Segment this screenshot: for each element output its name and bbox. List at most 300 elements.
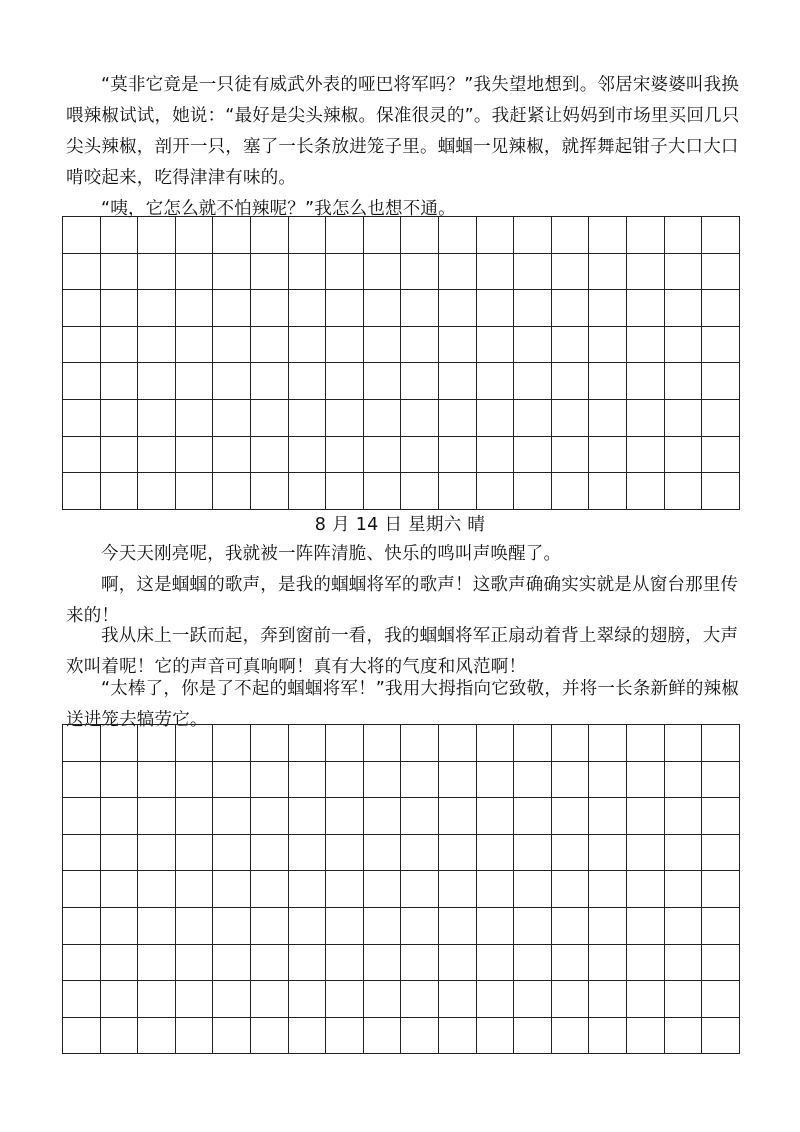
grid-cell[interactable] xyxy=(438,981,476,1018)
grid-cell[interactable] xyxy=(175,725,213,762)
grid-cell[interactable] xyxy=(476,399,514,436)
grid-cell[interactable] xyxy=(702,399,740,436)
grid-cell[interactable] xyxy=(363,436,401,473)
grid-cell[interactable] xyxy=(138,761,176,798)
grid-cell[interactable] xyxy=(589,761,627,798)
grid-cell[interactable] xyxy=(138,363,176,400)
grid-cell[interactable] xyxy=(288,907,326,944)
grid-cell[interactable] xyxy=(476,725,514,762)
grid-cell[interactable] xyxy=(401,798,439,835)
grid-cell[interactable] xyxy=(250,834,288,871)
grid-cell[interactable] xyxy=(288,217,326,254)
grid-cell[interactable] xyxy=(100,981,138,1018)
grid-cell[interactable] xyxy=(438,871,476,908)
grid-cell[interactable] xyxy=(401,761,439,798)
grid-cell[interactable] xyxy=(476,871,514,908)
grid-cell[interactable] xyxy=(100,399,138,436)
grid-cell[interactable] xyxy=(401,399,439,436)
grid-cell[interactable] xyxy=(363,217,401,254)
grid-cell[interactable] xyxy=(664,326,702,363)
grid-cell[interactable] xyxy=(63,436,101,473)
grid-cell[interactable] xyxy=(213,871,251,908)
grid-cell[interactable] xyxy=(288,1017,326,1054)
grid-cell[interactable] xyxy=(702,798,740,835)
grid-cell[interactable] xyxy=(702,907,740,944)
grid-cell[interactable] xyxy=(401,1017,439,1054)
grid-cell[interactable] xyxy=(476,981,514,1018)
grid-cell[interactable] xyxy=(175,436,213,473)
grid-cell[interactable] xyxy=(551,871,589,908)
grid-cell[interactable] xyxy=(138,871,176,908)
grid-cell[interactable] xyxy=(363,363,401,400)
grid-cell[interactable] xyxy=(551,253,589,290)
grid-cell[interactable] xyxy=(476,944,514,981)
grid-cell[interactable] xyxy=(401,725,439,762)
grid-cell[interactable] xyxy=(326,798,364,835)
grid-cell[interactable] xyxy=(476,436,514,473)
grid-cell[interactable] xyxy=(589,326,627,363)
grid-cell[interactable] xyxy=(664,363,702,400)
grid-cell[interactable] xyxy=(138,944,176,981)
grid-cell[interactable] xyxy=(213,981,251,1018)
grid-cell[interactable] xyxy=(63,326,101,363)
grid-cell[interactable] xyxy=(363,290,401,327)
grid-cell[interactable] xyxy=(63,761,101,798)
grid-cell[interactable] xyxy=(100,326,138,363)
grid-cell[interactable] xyxy=(514,363,552,400)
grid-cell[interactable] xyxy=(589,981,627,1018)
grid-cell[interactable] xyxy=(326,253,364,290)
grid-cell[interactable] xyxy=(702,1017,740,1054)
grid-cell[interactable] xyxy=(288,473,326,510)
grid-cell[interactable] xyxy=(476,907,514,944)
grid-cell[interactable] xyxy=(138,290,176,327)
grid-cell[interactable] xyxy=(438,944,476,981)
grid-cell[interactable] xyxy=(250,217,288,254)
grid-cell[interactable] xyxy=(551,725,589,762)
grid-cell[interactable] xyxy=(626,473,664,510)
grid-cell[interactable] xyxy=(589,363,627,400)
grid-cell[interactable] xyxy=(363,399,401,436)
grid-cell[interactable] xyxy=(514,473,552,510)
grid-cell[interactable] xyxy=(401,217,439,254)
grid-cell[interactable] xyxy=(100,725,138,762)
grid-cell[interactable] xyxy=(288,290,326,327)
grid-cell[interactable] xyxy=(175,1017,213,1054)
grid-cell[interactable] xyxy=(288,871,326,908)
grid-cell[interactable] xyxy=(213,253,251,290)
grid-cell[interactable] xyxy=(175,798,213,835)
grid-cell[interactable] xyxy=(138,436,176,473)
grid-cell[interactable] xyxy=(250,363,288,400)
grid-cell[interactable] xyxy=(175,399,213,436)
grid-cell[interactable] xyxy=(250,981,288,1018)
grid-cell[interactable] xyxy=(514,871,552,908)
grid-cell[interactable] xyxy=(363,253,401,290)
grid-cell[interactable] xyxy=(664,725,702,762)
grid-cell[interactable] xyxy=(626,761,664,798)
grid-cell[interactable] xyxy=(626,981,664,1018)
grid-cell[interactable] xyxy=(326,290,364,327)
grid-cell[interactable] xyxy=(175,871,213,908)
grid-cell[interactable] xyxy=(438,399,476,436)
grid-cell[interactable] xyxy=(551,834,589,871)
grid-cell[interactable] xyxy=(213,761,251,798)
grid-cell[interactable] xyxy=(250,798,288,835)
grid-cell[interactable] xyxy=(138,473,176,510)
grid-cell[interactable] xyxy=(438,907,476,944)
grid-cell[interactable] xyxy=(514,326,552,363)
grid-cell[interactable] xyxy=(664,253,702,290)
grid-cell[interactable] xyxy=(438,761,476,798)
grid-cell[interactable] xyxy=(213,436,251,473)
grid-cell[interactable] xyxy=(551,798,589,835)
grid-cell[interactable] xyxy=(288,326,326,363)
grid-cell[interactable] xyxy=(589,1017,627,1054)
grid-cell[interactable] xyxy=(363,981,401,1018)
grid-cell[interactable] xyxy=(363,798,401,835)
grid-cell[interactable] xyxy=(514,834,552,871)
grid-cell[interactable] xyxy=(476,798,514,835)
grid-cell[interactable] xyxy=(250,473,288,510)
grid-cell[interactable] xyxy=(626,834,664,871)
grid-cell[interactable] xyxy=(175,217,213,254)
grid-cell[interactable] xyxy=(100,834,138,871)
grid-cell[interactable] xyxy=(476,326,514,363)
grid-cell[interactable] xyxy=(626,798,664,835)
grid-cell[interactable] xyxy=(175,290,213,327)
grid-cell[interactable] xyxy=(514,436,552,473)
grid-cell[interactable] xyxy=(401,326,439,363)
grid-cell[interactable] xyxy=(626,253,664,290)
grid-cell[interactable] xyxy=(250,871,288,908)
grid-cell[interactable] xyxy=(63,253,101,290)
grid-cell[interactable] xyxy=(551,907,589,944)
grid-cell[interactable] xyxy=(138,725,176,762)
grid-cell[interactable] xyxy=(476,290,514,327)
grid-cell[interactable] xyxy=(63,1017,101,1054)
grid-cell[interactable] xyxy=(250,944,288,981)
grid-cell[interactable] xyxy=(551,436,589,473)
grid-cell[interactable] xyxy=(288,798,326,835)
grid-cell[interactable] xyxy=(250,436,288,473)
grid-cell[interactable] xyxy=(288,725,326,762)
grid-cell[interactable] xyxy=(438,363,476,400)
grid-cell[interactable] xyxy=(664,290,702,327)
grid-cell[interactable] xyxy=(476,1017,514,1054)
grid-cell[interactable] xyxy=(213,290,251,327)
grid-cell[interactable] xyxy=(664,761,702,798)
grid-cell[interactable] xyxy=(702,253,740,290)
grid-cell[interactable] xyxy=(438,725,476,762)
grid-cell[interactable] xyxy=(476,761,514,798)
grid-cell[interactable] xyxy=(702,290,740,327)
grid-cell[interactable] xyxy=(63,399,101,436)
grid-cell[interactable] xyxy=(213,725,251,762)
grid-cell[interactable] xyxy=(288,253,326,290)
grid-cell[interactable] xyxy=(702,473,740,510)
grid-cell[interactable] xyxy=(326,1017,364,1054)
grid-cell[interactable] xyxy=(702,871,740,908)
grid-cell[interactable] xyxy=(175,473,213,510)
grid-cell[interactable] xyxy=(401,290,439,327)
grid-cell[interactable] xyxy=(175,834,213,871)
grid-cell[interactable] xyxy=(626,436,664,473)
grid-cell[interactable] xyxy=(100,290,138,327)
grid-cell[interactable] xyxy=(664,217,702,254)
grid-cell[interactable] xyxy=(63,473,101,510)
grid-cell[interactable] xyxy=(438,834,476,871)
grid-cell[interactable] xyxy=(476,473,514,510)
grid-cell[interactable] xyxy=(702,326,740,363)
grid-cell[interactable] xyxy=(138,399,176,436)
grid-cell[interactable] xyxy=(250,326,288,363)
grid-cell[interactable] xyxy=(175,761,213,798)
grid-cell[interactable] xyxy=(401,944,439,981)
grid-cell[interactable] xyxy=(63,798,101,835)
grid-cell[interactable] xyxy=(326,399,364,436)
grid-cell[interactable] xyxy=(589,798,627,835)
grid-cell[interactable] xyxy=(100,907,138,944)
grid-cell[interactable] xyxy=(288,436,326,473)
grid-cell[interactable] xyxy=(63,871,101,908)
grid-cell[interactable] xyxy=(250,725,288,762)
grid-cell[interactable] xyxy=(401,473,439,510)
grid-cell[interactable] xyxy=(664,798,702,835)
grid-cell[interactable] xyxy=(514,1017,552,1054)
grid-cell[interactable] xyxy=(213,326,251,363)
grid-cell[interactable] xyxy=(551,1017,589,1054)
grid-cell[interactable] xyxy=(438,290,476,327)
grid-cell[interactable] xyxy=(288,761,326,798)
grid-cell[interactable] xyxy=(326,871,364,908)
grid-cell[interactable] xyxy=(213,399,251,436)
grid-cell[interactable] xyxy=(589,290,627,327)
grid-cell[interactable] xyxy=(626,871,664,908)
grid-cell[interactable] xyxy=(664,871,702,908)
writing-grid-2[interactable] xyxy=(62,724,740,1054)
grid-cell[interactable] xyxy=(213,1017,251,1054)
grid-cell[interactable] xyxy=(326,907,364,944)
grid-cell[interactable] xyxy=(63,834,101,871)
grid-cell[interactable] xyxy=(551,326,589,363)
grid-cell[interactable] xyxy=(250,907,288,944)
grid-cell[interactable] xyxy=(288,981,326,1018)
grid-cell[interactable] xyxy=(589,253,627,290)
grid-cell[interactable] xyxy=(175,907,213,944)
grid-cell[interactable] xyxy=(100,253,138,290)
grid-cell[interactable] xyxy=(589,834,627,871)
grid-cell[interactable] xyxy=(438,436,476,473)
grid-cell[interactable] xyxy=(551,399,589,436)
grid-cell[interactable] xyxy=(363,834,401,871)
grid-cell[interactable] xyxy=(326,473,364,510)
grid-cell[interactable] xyxy=(626,290,664,327)
grid-cell[interactable] xyxy=(175,326,213,363)
grid-cell[interactable] xyxy=(175,253,213,290)
grid-cell[interactable] xyxy=(702,436,740,473)
grid-cell[interactable] xyxy=(514,798,552,835)
grid-cell[interactable] xyxy=(100,436,138,473)
grid-cell[interactable] xyxy=(213,363,251,400)
grid-cell[interactable] xyxy=(326,981,364,1018)
grid-cell[interactable] xyxy=(63,217,101,254)
grid-cell[interactable] xyxy=(250,1017,288,1054)
grid-cell[interactable] xyxy=(326,761,364,798)
grid-cell[interactable] xyxy=(401,253,439,290)
grid-cell[interactable] xyxy=(551,473,589,510)
grid-cell[interactable] xyxy=(551,761,589,798)
grid-cell[interactable] xyxy=(514,944,552,981)
grid-cell[interactable] xyxy=(138,798,176,835)
grid-cell[interactable] xyxy=(626,725,664,762)
grid-cell[interactable] xyxy=(100,871,138,908)
grid-cell[interactable] xyxy=(702,761,740,798)
grid-cell[interactable] xyxy=(100,473,138,510)
grid-cell[interactable] xyxy=(589,871,627,908)
grid-cell[interactable] xyxy=(363,871,401,908)
grid-cell[interactable] xyxy=(401,436,439,473)
grid-cell[interactable] xyxy=(250,761,288,798)
grid-cell[interactable] xyxy=(138,217,176,254)
grid-cell[interactable] xyxy=(438,326,476,363)
grid-cell[interactable] xyxy=(363,1017,401,1054)
grid-cell[interactable] xyxy=(138,253,176,290)
grid-cell[interactable] xyxy=(363,944,401,981)
grid-cell[interactable] xyxy=(514,907,552,944)
grid-cell[interactable] xyxy=(626,399,664,436)
grid-cell[interactable] xyxy=(589,399,627,436)
grid-cell[interactable] xyxy=(100,944,138,981)
grid-cell[interactable] xyxy=(702,217,740,254)
grid-cell[interactable] xyxy=(702,363,740,400)
grid-cell[interactable] xyxy=(438,1017,476,1054)
grid-cell[interactable] xyxy=(514,290,552,327)
grid-cell[interactable] xyxy=(63,363,101,400)
grid-cell[interactable] xyxy=(664,834,702,871)
grid-cell[interactable] xyxy=(363,761,401,798)
grid-cell[interactable] xyxy=(476,217,514,254)
grid-cell[interactable] xyxy=(626,907,664,944)
grid-cell[interactable] xyxy=(401,834,439,871)
grid-cell[interactable] xyxy=(138,907,176,944)
grid-cell[interactable] xyxy=(476,363,514,400)
grid-cell[interactable] xyxy=(250,399,288,436)
grid-cell[interactable] xyxy=(438,473,476,510)
grid-cell[interactable] xyxy=(702,944,740,981)
grid-cell[interactable] xyxy=(63,944,101,981)
grid-cell[interactable] xyxy=(288,944,326,981)
grid-cell[interactable] xyxy=(401,363,439,400)
grid-cell[interactable] xyxy=(664,907,702,944)
grid-cell[interactable] xyxy=(589,944,627,981)
grid-cell[interactable] xyxy=(138,834,176,871)
grid-cell[interactable] xyxy=(401,907,439,944)
grid-cell[interactable] xyxy=(175,981,213,1018)
grid-cell[interactable] xyxy=(326,363,364,400)
grid-cell[interactable] xyxy=(100,217,138,254)
grid-cell[interactable] xyxy=(664,981,702,1018)
grid-cell[interactable] xyxy=(326,725,364,762)
grid-cell[interactable] xyxy=(589,436,627,473)
grid-cell[interactable] xyxy=(138,1017,176,1054)
grid-cell[interactable] xyxy=(100,761,138,798)
grid-cell[interactable] xyxy=(401,981,439,1018)
grid-cell[interactable] xyxy=(326,834,364,871)
grid-cell[interactable] xyxy=(250,253,288,290)
grid-cell[interactable] xyxy=(326,217,364,254)
grid-cell[interactable] xyxy=(213,217,251,254)
grid-cell[interactable] xyxy=(589,473,627,510)
grid-cell[interactable] xyxy=(664,436,702,473)
grid-cell[interactable] xyxy=(213,798,251,835)
grid-cell[interactable] xyxy=(626,944,664,981)
grid-cell[interactable] xyxy=(664,1017,702,1054)
grid-cell[interactable] xyxy=(551,981,589,1018)
grid-cell[interactable] xyxy=(551,363,589,400)
grid-cell[interactable] xyxy=(100,363,138,400)
grid-cell[interactable] xyxy=(702,981,740,1018)
grid-cell[interactable] xyxy=(514,399,552,436)
grid-cell[interactable] xyxy=(664,399,702,436)
grid-cell[interactable] xyxy=(175,363,213,400)
grid-cell[interactable] xyxy=(63,907,101,944)
grid-cell[interactable] xyxy=(326,436,364,473)
grid-cell[interactable] xyxy=(401,871,439,908)
grid-cell[interactable] xyxy=(438,217,476,254)
grid-cell[interactable] xyxy=(326,944,364,981)
grid-cell[interactable] xyxy=(363,473,401,510)
grid-cell[interactable] xyxy=(288,399,326,436)
grid-cell[interactable] xyxy=(213,907,251,944)
grid-cell[interactable] xyxy=(138,981,176,1018)
grid-cell[interactable] xyxy=(514,981,552,1018)
grid-cell[interactable] xyxy=(551,944,589,981)
grid-cell[interactable] xyxy=(514,725,552,762)
grid-cell[interactable] xyxy=(551,217,589,254)
grid-cell[interactable] xyxy=(626,217,664,254)
grid-cell[interactable] xyxy=(589,725,627,762)
grid-cell[interactable] xyxy=(626,326,664,363)
grid-cell[interactable] xyxy=(213,473,251,510)
grid-cell[interactable] xyxy=(175,944,213,981)
grid-cell[interactable] xyxy=(213,944,251,981)
grid-cell[interactable] xyxy=(702,834,740,871)
grid-cell[interactable] xyxy=(250,290,288,327)
grid-cell[interactable] xyxy=(589,217,627,254)
grid-cell[interactable] xyxy=(514,761,552,798)
grid-cell[interactable] xyxy=(138,326,176,363)
grid-cell[interactable] xyxy=(438,253,476,290)
grid-cell[interactable] xyxy=(589,907,627,944)
grid-cell[interactable] xyxy=(363,725,401,762)
grid-cell[interactable] xyxy=(213,834,251,871)
grid-cell[interactable] xyxy=(326,326,364,363)
grid-cell[interactable] xyxy=(626,1017,664,1054)
grid-cell[interactable] xyxy=(476,253,514,290)
grid-cell[interactable] xyxy=(514,253,552,290)
grid-cell[interactable] xyxy=(514,217,552,254)
grid-cell[interactable] xyxy=(63,725,101,762)
grid-cell[interactable] xyxy=(363,326,401,363)
grid-cell[interactable] xyxy=(363,907,401,944)
grid-cell[interactable] xyxy=(100,798,138,835)
grid-cell[interactable] xyxy=(702,725,740,762)
grid-cell[interactable] xyxy=(63,981,101,1018)
grid-cell[interactable] xyxy=(438,798,476,835)
grid-cell[interactable] xyxy=(551,290,589,327)
grid-cell[interactable] xyxy=(664,473,702,510)
